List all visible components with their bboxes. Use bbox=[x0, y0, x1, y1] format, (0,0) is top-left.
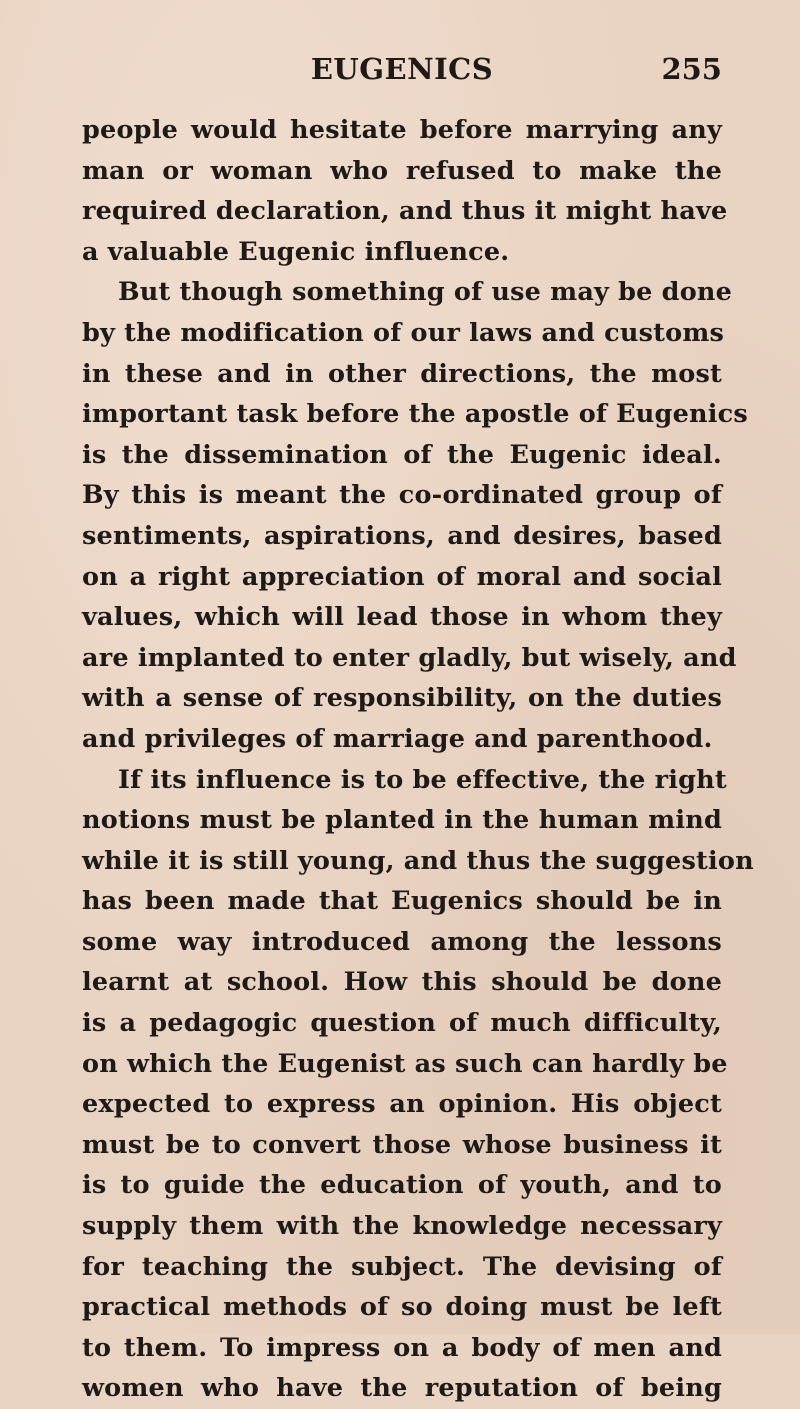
text-line: learnt at school. How this should be done bbox=[82, 967, 722, 998]
text-line: is the dissemination of the Eugenic ideal. bbox=[82, 439, 722, 470]
text-line: practical methods of so doing must be left bbox=[82, 1292, 722, 1323]
text-line: while it is still young, and thus the suggestion bbox=[82, 845, 754, 876]
text-line: women who have the reputation of being bbox=[82, 1373, 722, 1404]
text-line: to them. To impress on a body of men and bbox=[82, 1332, 722, 1363]
text-line: and privileges of marriage and parenthood. bbox=[82, 723, 713, 754]
text-line: sentiments, aspirations, and desires, based bbox=[82, 520, 722, 551]
text-line: important task before the apostle of Eugenics bbox=[82, 399, 748, 430]
text-line: in these and in other directions, the most bbox=[82, 358, 722, 389]
page-number: 255 bbox=[661, 52, 722, 86]
text-line: values, which will lead those in whom they bbox=[82, 602, 722, 633]
text-line: people would hesitate before marrying any bbox=[82, 115, 722, 145]
running-head bbox=[82, 52, 722, 96]
text-line: with a sense of responsibility, on the duties bbox=[82, 683, 722, 714]
text-line: for teaching the subject. The devising of bbox=[82, 1251, 722, 1282]
text-line: By this is meant the co-ordinated group of bbox=[82, 480, 722, 511]
text-line: notions must be planted in the human mind bbox=[82, 805, 722, 836]
text-line: If its influence is to be effective, the right bbox=[118, 764, 727, 795]
text-line: is a pedagogic question of much difficulty, bbox=[82, 1008, 722, 1039]
text-line: some way introduced among the lessons bbox=[82, 926, 722, 957]
text-line: must be to convert those whose business it bbox=[82, 1129, 722, 1160]
text-line: But though something of use may be done bbox=[118, 277, 733, 308]
text-line: is to guide the education of youth, and to bbox=[82, 1170, 722, 1201]
running-title: EUGENICS bbox=[310, 52, 494, 86]
text-line: are implanted to enter gladly, but wisely, and bbox=[82, 642, 737, 673]
text-line: required declaration, and thus it might have bbox=[82, 196, 728, 227]
text-line: on a right appreciation of moral and social bbox=[82, 561, 722, 592]
text-line: expected to express an opinion. His object bbox=[82, 1089, 722, 1120]
body-text bbox=[82, 110, 754, 1409]
text-line: a valuable Eugenic influence. bbox=[82, 236, 510, 267]
text-line: man or woman who refused to make the bbox=[82, 155, 722, 186]
text-line: has been made that Eugenics should be in bbox=[82, 886, 722, 917]
text-line: by the modification of our laws and customs bbox=[82, 317, 725, 348]
text-line: supply them with the knowledge necessary bbox=[82, 1211, 722, 1242]
text-line: on which the Eugenist as such can hardly be bbox=[82, 1048, 728, 1079]
